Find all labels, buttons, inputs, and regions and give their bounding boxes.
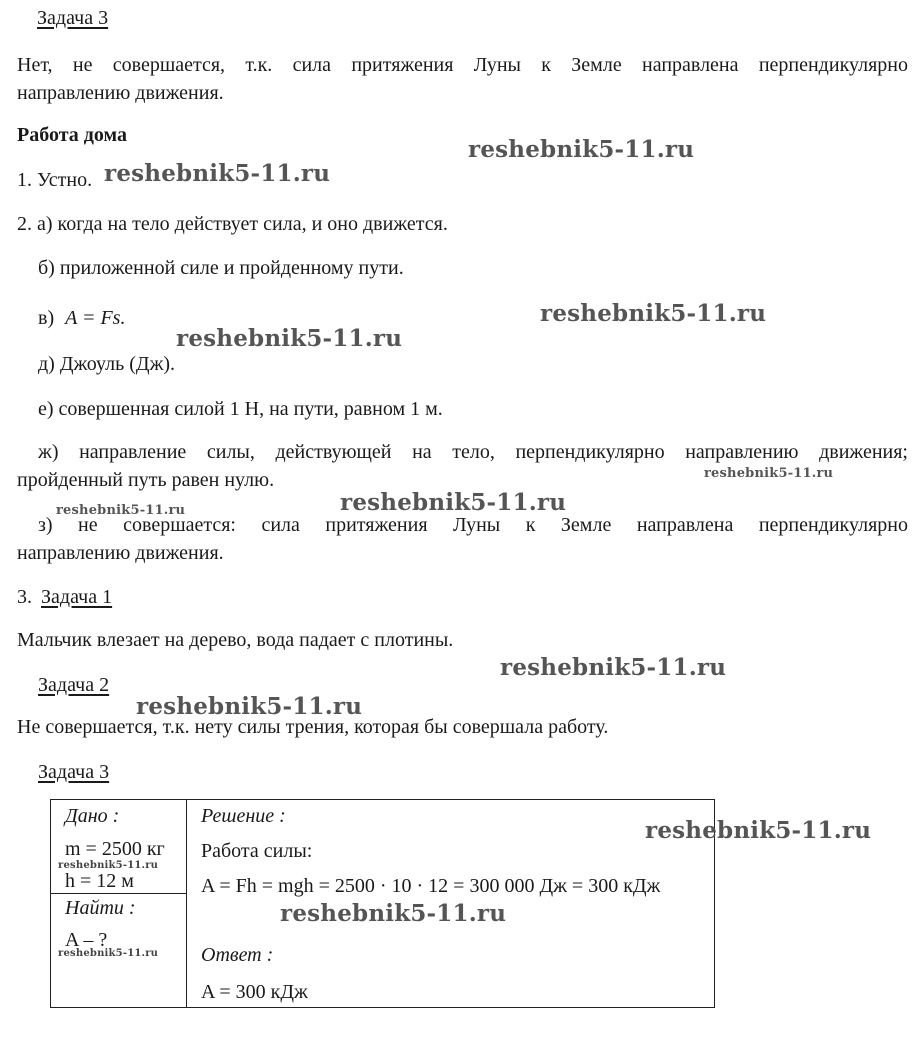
item-2e: е) совершенная силой 1 Н, на пути, равном 1 м. — [38, 398, 443, 420]
watermark: reshebnik5-11.ru — [176, 325, 403, 352]
task1-label: Задача 1 — [41, 586, 113, 608]
task3-label: Задача 3 — [37, 7, 109, 29]
item-1: 1. Устно. — [17, 169, 93, 191]
answer-value: A = 300 кДж — [201, 981, 308, 1003]
watermark: reshebnik5-11.ru — [136, 693, 363, 720]
item-2z-line1: з) не совершается: сила притяжения Луны к Земле направлена перпендикулярно — [38, 514, 908, 536]
watermark: reshebnik5-11.ru — [58, 948, 159, 959]
item-2zh-line2: пройденный путь равен нулю. — [17, 469, 275, 491]
watermark: reshebnik5-11.ru — [500, 654, 727, 681]
task2-heading — [38, 672, 109, 698]
task3-answer-line1: Нет, не совершается, т.к. сила притяжения Луны к Земле направлена перпендикулярно — [17, 54, 908, 76]
item-2v-label: в) — [38, 307, 55, 329]
task1-answer: Мальчик влезает на дерево, вода падает с плотины. — [17, 629, 454, 651]
item-2v — [38, 305, 125, 331]
item-3-task1-heading — [17, 584, 112, 610]
item-2a: 2. а) когда на тело действует сила, и оно движется. — [17, 213, 448, 235]
work-formula: A = Fs. — [65, 307, 126, 329]
item-2z-line2: направлению движения. — [17, 542, 224, 564]
solution-formula: A = Fh = mgh = 2500 · 10 · 12 = 300 000 Дж = 300 кДж — [201, 875, 661, 897]
given-mass: m = 2500 кг — [65, 838, 165, 860]
find-label: Найти : — [65, 897, 136, 919]
watermark: reshebnik5-11.ru — [280, 900, 507, 927]
watermark: reshebnik5-11.ru — [468, 136, 695, 163]
task3-heading — [37, 5, 108, 31]
item-2d: д) Джоуль (Дж). — [38, 353, 176, 375]
item-2b: б) приложенной силе и пройденному пути. — [38, 257, 404, 279]
item-2zh-line1: ж) направление силы, действующей на тело, перпендикулярно направлению движения; — [38, 441, 908, 463]
watermark: reshebnik5-11.ru — [56, 503, 186, 518]
task3b-heading — [38, 759, 109, 785]
solution-label: Решение : — [201, 805, 286, 827]
watermark: reshebnik5-11.ru — [104, 160, 331, 187]
task3b-label: Задача 3 — [38, 761, 110, 783]
task2-answer: Не совершается, т.к. нету силы трения, которая бы совершала работу. — [17, 716, 609, 738]
item-3-prefix: 3. — [17, 586, 32, 608]
watermark: reshebnik5-11.ru — [704, 466, 834, 481]
watermark: reshebnik5-11.ru — [645, 817, 872, 844]
given-label: Дано : — [65, 805, 120, 827]
watermark: reshebnik5-11.ru — [340, 489, 567, 516]
watermark: reshebnik5-11.ru — [540, 300, 767, 327]
given-cell — [51, 800, 187, 894]
answer-label: Ответ : — [201, 944, 274, 966]
watermark: reshebnik5-11.ru — [58, 860, 159, 871]
task2-label: Задача 2 — [38, 674, 110, 696]
given-height: h = 12 м — [65, 870, 134, 892]
work-label: Работа силы: — [201, 840, 313, 862]
home-work-heading: Работа дома — [17, 124, 127, 146]
task3-answer-line2: направлению движения. — [17, 82, 224, 104]
find-value: A – ? — [65, 929, 108, 951]
